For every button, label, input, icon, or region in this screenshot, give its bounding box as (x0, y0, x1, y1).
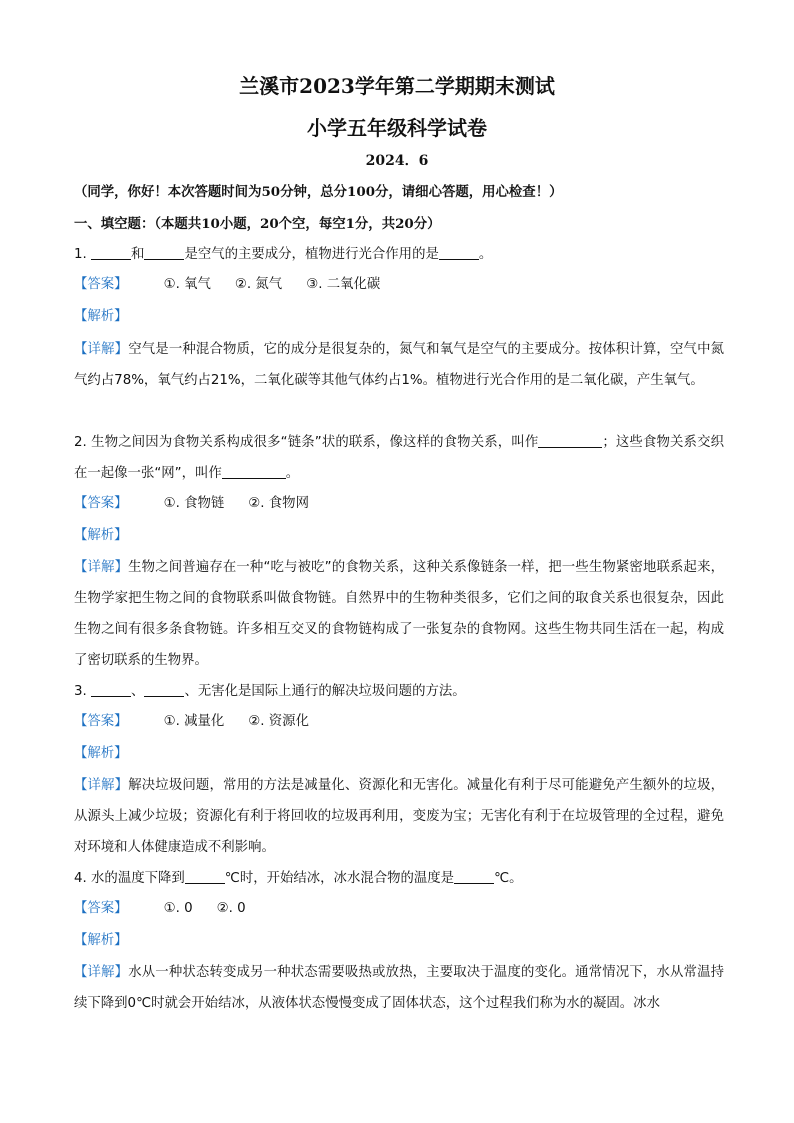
answer-blank (439, 245, 479, 260)
section-heading: 一、填空题：（本题共10小题，20个空，每空1分，共20分） (74, 216, 441, 232)
analysis-label: 【解析】 (74, 746, 128, 761)
answer-blank (222, 464, 286, 479)
detail-2: 【详解】生物之间普遍存在一种“吃与被吃”的食物关系，这种关系像链条一样，把一些生物紧密地联系起来，生物学家把生物之间的食物联系叫做食物链。自然界中的生物种类很多，它们之间的取食关系也很复杂，因此生物之间有很多条食物链。许多相互交叉的食物链构成了一张复杂的食物网。这些生物共同生活在一起，构成了密切联系的生物界。 (74, 560, 725, 668)
analysis-label: 【解析】 (74, 933, 128, 948)
answer-label: 【答案】 (74, 496, 128, 511)
answer-blank (91, 245, 131, 260)
exam-subtitle: 小学五年级科学试卷 (307, 116, 487, 140)
answer-blank (454, 869, 494, 884)
answer-blank (185, 869, 225, 884)
question-1: 1. 和 是空气的主要成分，植物进行光合作用的是 。 (74, 247, 493, 262)
answer-label: 【答案】 (74, 901, 128, 916)
exam-date: 2024．6 (365, 153, 429, 169)
answer-blank (144, 682, 184, 697)
question-4: 4. 水的温度下降到 ℃时，开始结冰，冰水混合物的温度是 ℃。 (74, 871, 523, 886)
answer-blank (91, 682, 131, 697)
answer-blank (538, 433, 602, 448)
exam-notice: （同学，你好！本次答题时间为50分钟，总分100分，请细心答题，用心检查！） (74, 184, 563, 200)
question-2: 2. 生物之间因为食物关系构成很多“链条”状的联系，像这样的食物关系，叫作 ；这些食物关系交织在一起像一张“网”，叫作 。 (74, 435, 725, 481)
answer-row-4: 【答案】 ①. 0 ②. 0 (74, 901, 246, 916)
answer-blank (144, 245, 184, 260)
answer-row-3: 【答案】 ①. 减量化 ②. 资源化 (74, 714, 309, 729)
answer-label: 【答案】 (74, 277, 128, 292)
analysis-label: 【解析】 (74, 309, 128, 324)
answer-row-1: 【答案】 ①. 氧气 ②. 氮气 ③. 二氧化碳 (74, 277, 381, 292)
detail-4: 【详解】水从一种状态转变成另一种状态需要吸热或放热，主要取决于温度的变化。通常情况下，水从常温持续下降到0℃时就会开始结冰，从液体状态慢慢变成了固体状态，这个过程我们称为水的凝固。冰水 (74, 965, 725, 1011)
exam-title: 兰溪市2023学年第二学期期末测试 (239, 74, 555, 98)
answer-label: 【答案】 (74, 714, 128, 729)
answer-row-2: 【答案】 ①. 食物链 ②. 食物网 (74, 496, 309, 511)
detail-3: 【详解】解决垃圾问题，常用的方法是减量化、资源化和无害化。减量化有利于尽可能避免产生额外的垃圾，从源头上减少垃圾；资源化有利于将回收的垃圾再利用，变废为宝；无害化有利于在垃圾管理的全过程，避免对环境和人体健康造成不利影响。 (74, 778, 725, 855)
question-3: 3. 、 、无害化是国际上通行的解决垃圾问题的方法。 (74, 684, 466, 699)
analysis-label: 【解析】 (74, 528, 128, 543)
detail-1: 【详解】空气是一种混合物质，它的成分是很复杂的，氮气和氧气是空气的主要成分。按体积计算，空气中氮气约占78%，氧气约占21%，二氧化碳等其他气体约占1%。植物进行光合作用的是二氧化碳，产生氧气。 (74, 342, 725, 388)
